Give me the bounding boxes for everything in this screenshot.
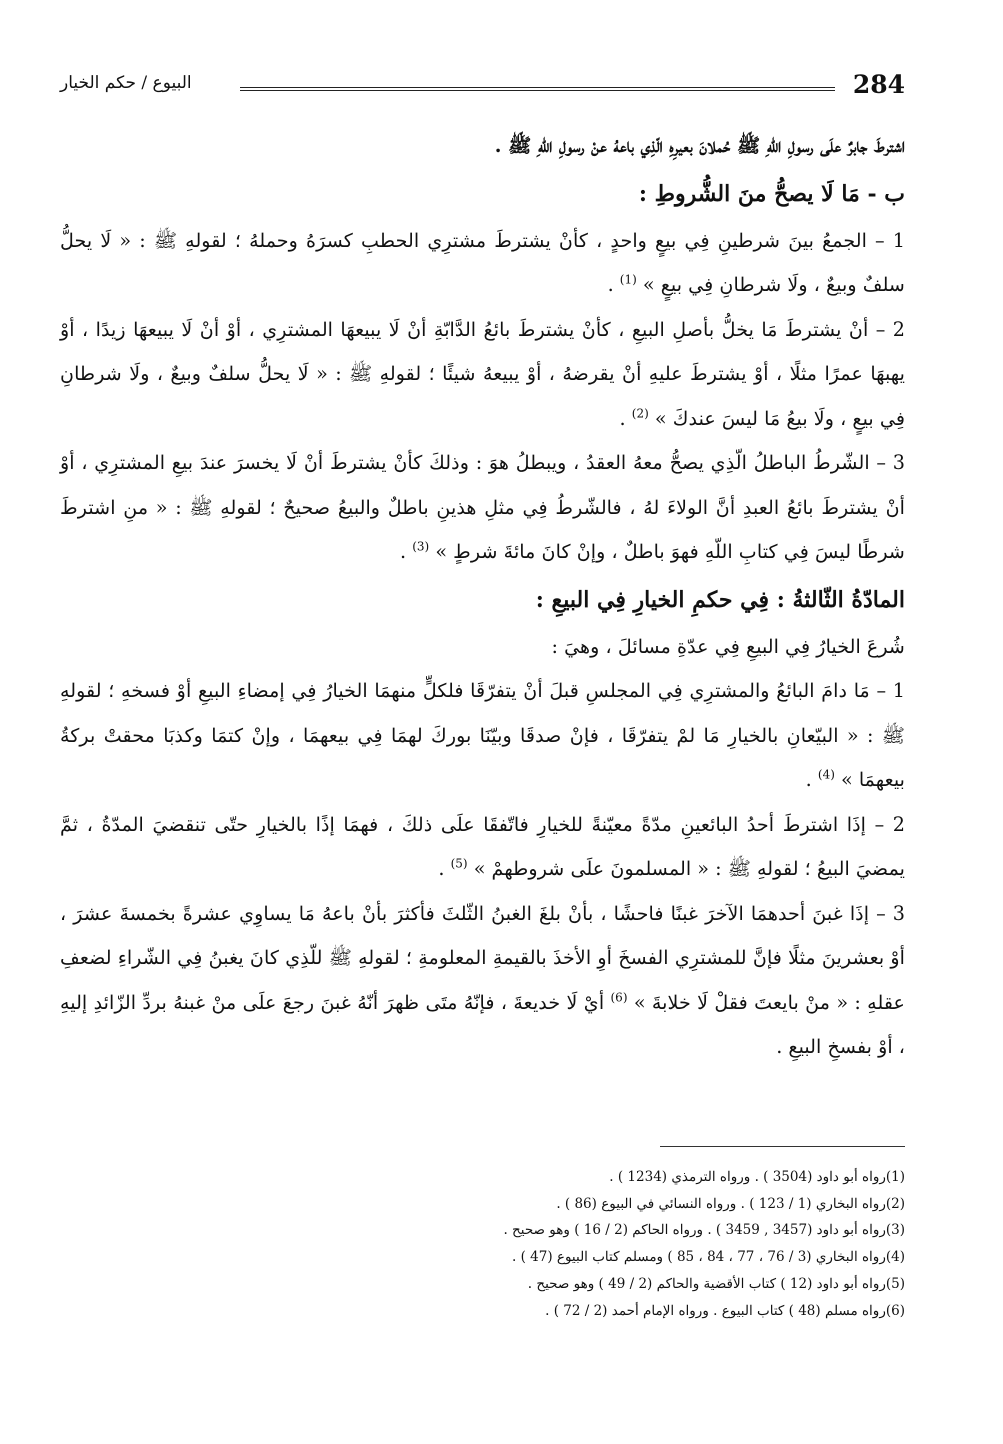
footnote-6: (6)رواه مسلم (48 ) كتاب البيوع . ورواه الإمام أحمد (2 / 72 ) . — [545, 1302, 905, 1319]
paragraph-text: 3 – الشّرطُ الباطلُ الّذِي يصحُّ معهُ العقدُ ، ويبطلُ هوَ : وذلكَ كأنْ يشترطَ أنْ لَا يخسرَ عندَ بيعِ المشترِي ، أوْ أنْ يشترطَ بائعُ العبدِ أنَّ الولاءَ لهُ ، فالشّرطُ فِي مثلِ هذينِ باطلٌ والبيعُ صحيحٌ ؛ لقولهِ ﷺ : « منِ اشترطَ شرطًا ليسَ فِي كتابِ اللّهِ فهوَ باطلٌ ، وإنْ كانَ مائةَ شرطٍ » — [60, 451, 905, 563]
paragraph-khiyar-intro: شُرعَ الخيارُ فِي البيعِ فِي عدّةِ مسائلَ ، وهيَ : — [551, 634, 905, 658]
section-heading-khiyar: المادّةُ الثّالثةُ : فِي حكمِ الخيارِ فِي البيعِ : — [535, 586, 905, 613]
running-title: البيوع / حكم الخيار — [60, 73, 192, 93]
paragraph-condition-3 — [60, 441, 905, 575]
paragraph-end: . — [607, 273, 620, 296]
paragraph-text: 1 – مَا دامَ البائعُ والمشترِي فِي المجلسِ قبلَ أنْ يتفرّقَا فلكلٍّ منهمَا الخيارُ فِي إمضاءِ البيعِ أوْ فسخهِ ؛ لقولهِ ﷺ : « البيّعانِ بالخيارِ مَا لمْ يتفرّقَا ، فإنْ صدقَا وبيّنَا بوركَ لهمَا فِي بيعهمَا ، وإنْ كتمَا وكذبَا محقتْ بركةُ بيعهمَا » — [60, 679, 905, 791]
paragraph-khiyar-3 — [60, 892, 905, 1070]
paragraph-text: 2 – أنْ يشترطَ مَا يخلُّ بأصلِ البيعِ ، كأنْ يشترطَ بائعُ الدَّابّةِ أنْ لَا يبيعهَا المشترِي ، أوْ أنْ لَا يبيعهَا زيدًا ، أوْ يهبهَا عمرًا مثلًا ، أوْ يشترطَ عليهِ أنْ يقرضهُ ، أوْ يبيعهُ شيئًا ؛ لقولهِ ﷺ : « لَا يحلُّ سلفٌ وبيعٌ ، ولَا شرطانِ فِي بيعٍ ، ولَا بيعُ مَا ليسَ عندكَ » — [60, 317, 905, 430]
paragraph-end: . — [400, 540, 413, 563]
paragraph-khiyar-1 — [60, 669, 905, 803]
footnote-ref: (2) — [631, 406, 649, 421]
footnote-ref: (5) — [450, 856, 468, 871]
paragraph-end: . — [805, 768, 818, 791]
paragraph-text: 3 – إذَا غبنَ أحدهمَا الآخرَ غبنًا فاحشًا ، بأنْ بلغَ الغبنُ الثّلثَ فأكثرَ بأنْ باعهُ مَا يساوِي عشرةً بخمسةَ عشرَ ، أوْ بعشرينَ مثلًا فإنَّ للمشترِي الفسخَ أوِ الأخذَ بالقيمةِ المعلومةِ ؛ لقولهِ ﷺ للّذِي كانَ يغبنُ فِي الشّراءِ لضعفِ عقلهِ : « منْ بايعتَ فقلْ لَا خلابةَ » — [60, 901, 905, 1014]
page-number: 284 — [852, 70, 905, 99]
footnote-ref: (3) — [412, 539, 430, 554]
paragraph-condition-2 — [60, 308, 905, 442]
section-heading-invalid-conditions: ب - مَا لَا يصحُّ منَ الشُّروطِ : — [638, 180, 905, 207]
paragraph-end: . — [619, 406, 632, 430]
footnote-4: (4)رواه البخاري (3 / 76 ، 77 ، 84 ، 85 ) ومسلم كتاب البيوع (47 ) . — [512, 1249, 905, 1266]
footnote-1: (1)رواه أبو داود (3504 ) . ورواه الترمذي (1234 ) . — [609, 1169, 905, 1185]
footnote-ref: (1) — [619, 272, 637, 287]
footnote-ref: (6) — [610, 990, 628, 1005]
footnote-separator — [660, 1146, 905, 1147]
footnotes — [60, 1164, 905, 1324]
paragraph-text: 1 – الجمعُ بينَ شرطينِ فِي بيعٍ واحدٍ ، كأنْ يشترطَ مشترِي الحطبِ كسرَهُ وحملهُ ؛ لقولهِ ﷺ : « لَا يحلُّ سلفٌ وبيعٌ ، ولَا شرطانِ فِي بيعٍ » — [60, 228, 905, 296]
paragraph-condition-1 — [60, 219, 905, 308]
paragraph-end: أيْ لَا خديعةَ ، فإنّهُ متَى ظهرَ أنّهُ غبنَ رجعَ علَى منْ غبنهُ بردِّ الزّائدِ إليهِ ، أوْ بفسخِ البيعِ . — [60, 990, 905, 1058]
footnote-ref: (4) — [817, 767, 835, 782]
intro-paragraph: اشترطَ جابرٌ علَى رسولِ اللّهِ ﷺ حُملانَ بعيرِهِ الّذِي باعهُ عنْ رسولِ اللّهِ ﷺ . — [494, 134, 905, 157]
main-text — [60, 124, 905, 1070]
footnote-5: (5)رواه أبو داود (12 ) كتاب الأقضية والحاكم (2 / 49 ) وهو صحيح . — [527, 1275, 905, 1292]
header-rule — [240, 87, 835, 91]
footnote-3: (3)رواه أبو داود (3457 , 3459 ) . ورواه الحاكم (2 / 16 ) وهو صحيح . — [503, 1222, 905, 1239]
paragraph-text: 2 – إذَا اشترطَ أحدُ البائعينِ مدّةً معيّنةً للخيارِ فاتّفقَا علَى ذلكَ ، فهمَا إذًا بالخيارِ حتّى تنقضيَ المدّةُ ، ثمَّ يمضيَ البيعُ ؛ لقولهِ ﷺ : « المسلمونَ علَى شروطهمْ » — [60, 812, 905, 880]
paragraph-end: . — [438, 857, 451, 880]
paragraph-khiyar-2 — [60, 803, 905, 892]
footnote-2: (2)رواه البخاري (1 / 123 ) . ورواه النسائي في البيوع (86 ) . — [556, 1195, 905, 1212]
